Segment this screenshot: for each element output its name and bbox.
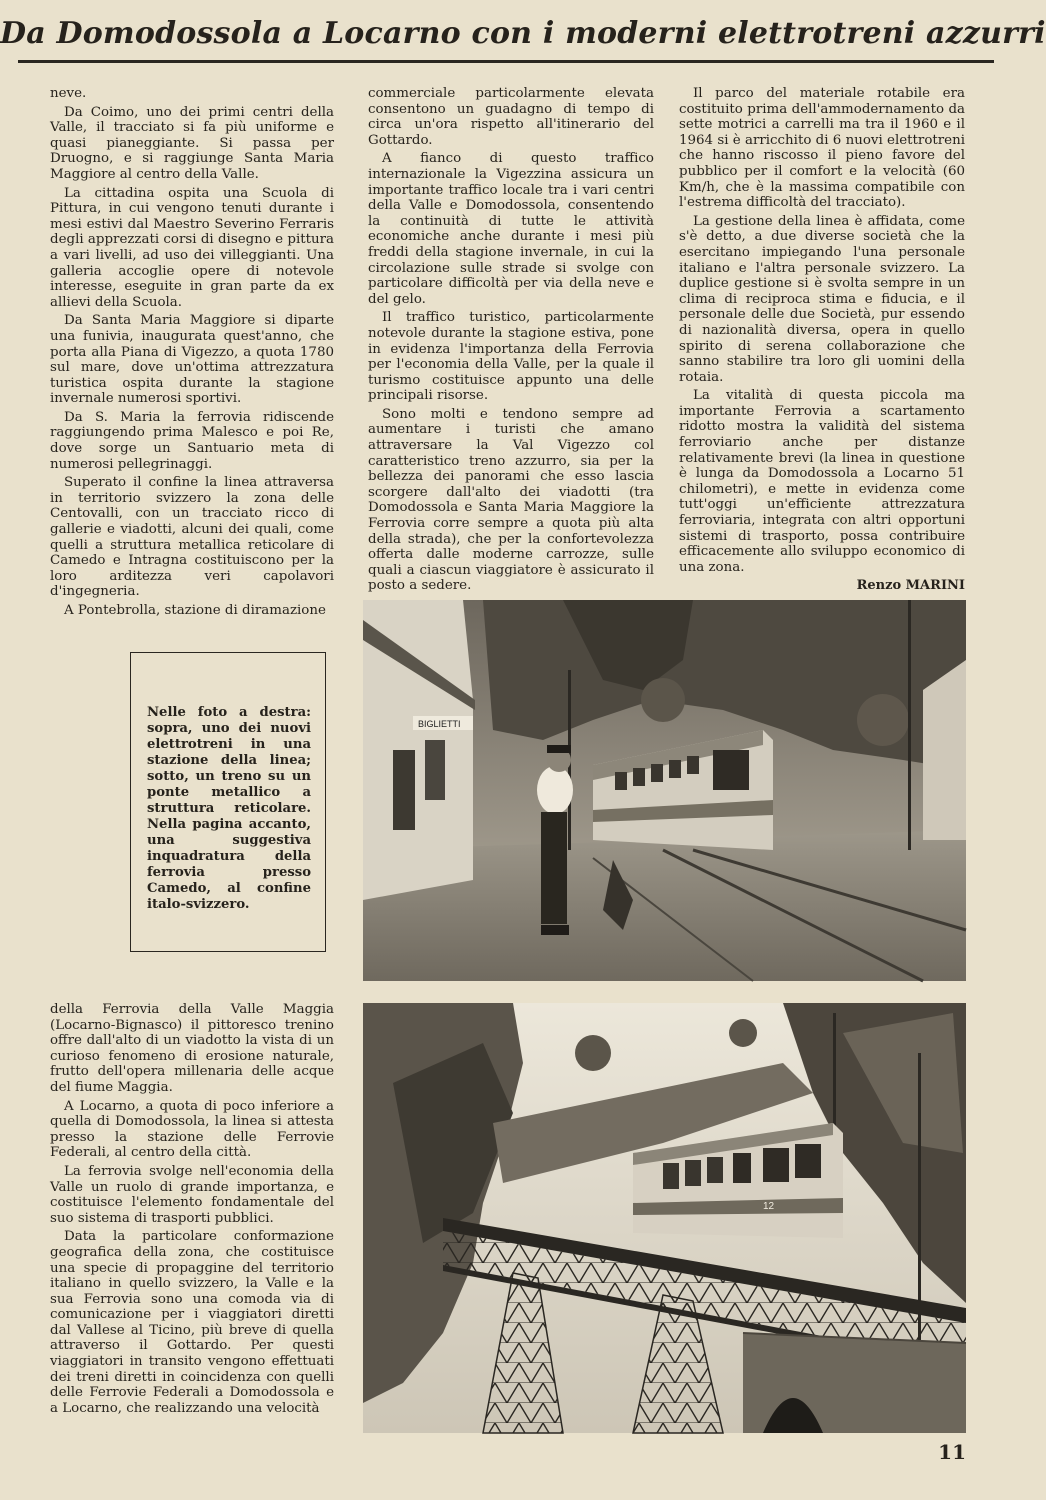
title-rule bbox=[18, 60, 994, 63]
paragraph: Da Santa Maria Maggiore si diparte una funivia, inaugurata quest'anno, che porta alla Piana di Vigezzo, a quota 1780 sul mare, dove un'ottima attrezzatura turistica ospita durante la stagione invernale numerosi sportivi. bbox=[50, 313, 334, 407]
paragraph: A fianco di questo traffico internazionale la Vigezzina assicura un importante traffico locale tra i vari centri della Valle e Domodossola, consentendo la continuità di tutte le attività economiche anche durante i mesi più freddi della stagione invernale, in cui la circolazione sulle strade si svolge con particolare difficoltà per via della neve e del gelo. bbox=[368, 151, 654, 307]
paragraph: Superato il confine la linea attraversa in territorio svizzero la zona delle Centovalli, con un tracciato ricco di gallerie e viadotti, alcuni dei quali, come quelli a struttura metallica reticolare di Camedo e Intragna costituiscono per la loro arditezza veri capolavori d'ingegneria. bbox=[50, 475, 334, 600]
page-number: 11 bbox=[938, 1440, 966, 1464]
author-signature: Renzo MARINI bbox=[856, 578, 965, 594]
paragraph: La ferrovia svolge nell'economia della Valle un ruolo di grande importanza, e costituisce l'elemento fondamentale del suo sistema di trasporti pubblici. bbox=[50, 1163, 334, 1226]
paragraph: A Locarno, a quota di poco inferiore a quella di Domodossola, la linea si attesta presso la stazione delle Ferrovie Federali, al centro della città. bbox=[50, 1098, 334, 1161]
column-left-top bbox=[50, 86, 334, 618]
paragraph: Da S. Maria la ferrovia ridiscende raggiungendo prima Malesco e poi Re, dove sorge un Santuario meta di numerosi pellegrinaggi. bbox=[50, 409, 334, 472]
paragraph: Sono molti e tendono sempre ad aumentare i turisti che amano attraversare la Val Vigezzo col caratteristico treno azzurro, sia per la bellezza dei panorami che esso lascia scorgere dall'alto dei viadotti (tra Domodossola e Santa Maria Maggiore la Ferrovia corre sempre a quota più alta della strada), che per la confortevolezza offerta dalle moderne carrozze, sulle quali a ciascun viaggiatore è assicurato il posto a sedere. bbox=[368, 406, 654, 594]
station-sign: BIGLIETTI bbox=[418, 719, 461, 729]
paragraph: della Ferrovia della Valle Maggia (Locarno-Bignasco) il pittoresco trenino offre dall'alto di un viadotto la vista di un curioso fenomeno di erosione naturale, frutto dell'opera millenaria delle acque del fiume Maggia. bbox=[50, 1002, 334, 1095]
photo-caption-box: Nelle foto a destra: sopra, uno dei nuovi elettrotreni in una stazione della linea; sotto, un treno su un ponte metallico a struttura reticolare. Nella pagina accanto, una suggestiva inquadratura della ferrovia presso Camedo, al confine italo-svizzero. bbox=[130, 652, 326, 952]
paragraph: La cittadina ospita una Scuola di Pittura, in cui vengono tenuti durante i mesi estivi dal Maestro Severino Ferraris degli apprezzati corsi di disegno e pittura a vari livelli, ad uso dei villeggianti. Una galleria accoglie opere di notevole interesse, eseguite in gran parte da ex allievi della Scuola. bbox=[50, 185, 334, 310]
paragraph: Il traffico turistico, particolarmente notevole durante la stagione estiva, pone in evidenza l'importanza della Ferrovia per l'economia della Valle, per la quale il turismo costituisce appunto una delle principali risorse. bbox=[368, 310, 654, 404]
paragraph: neve. bbox=[50, 86, 87, 101]
paragraph: Data la particolare conformazione geografica della zona, che costituisce una specie di propaggine del territorio italiano in quello svizzero, la Valle e la sua Ferrovia sono una comoda via di comunicazione per i viaggiatori diretti dal Vallese al Ticino, più breve di quella attraverso il Gottardo. Per questi viaggiatori in transito vengono effettuati dei treni diretti in coincidenza con quelli delle Ferrovie Federali a Domodossola e a Locarno, che realizzando una velocità bbox=[50, 1229, 334, 1416]
paragraph: A Pontebrolla, stazione di diramazione bbox=[64, 603, 326, 618]
column-left-bottom bbox=[50, 1002, 334, 1432]
station-photo bbox=[363, 600, 966, 981]
article-title: Da Domodossola a Locarno con i moderni elettrotreni azzurri bbox=[0, 16, 1046, 51]
bridge-photo bbox=[363, 1003, 966, 1433]
column-middle bbox=[368, 86, 654, 594]
paragraph: Il parco del materiale rotabile era costituito prima dell'ammodernamento da sette motrici a carrelli ma tra il 1960 e il 1964 si è arricchito di 6 nuovi elettrotreni che hanno riscosso il pieno favore del pubblico per il comfort e la velocità (60 Km/h, che è la massima compatibile con l'estrema difficoltà del tracciato). bbox=[679, 86, 965, 211]
train-number: 12 bbox=[763, 1201, 775, 1212]
paragraph: La vitalità di questa piccola ma importante Ferrovia a scartamento ridotto mostra la validità del sistema ferroviario anche per distanze relativamente brevi (la linea in questione è lunga da Domodossola a Locarno 51 chilometri), e mette in evidenza come tutt'oggi un'efficiente attrezzatura ferroviaria, integrata con altri opportuni sistemi di trasporto, possa contribuire efficacemente allo sviluppo economico di una zona. bbox=[679, 388, 965, 575]
column-right bbox=[679, 86, 965, 594]
paragraph: Da Coimo, uno dei primi centri della Valle, il tracciato si fa più uniforme e quasi pianeggiante. Si passa per Druogno, e si raggiunge Santa Maria Maggiore al centro della Valle. bbox=[50, 104, 334, 182]
paragraph: La gestione della linea è affidata, come s'è detto, a due diverse società che la esercitano impiegando l'una personale italiano e l'altra personale svizzero. La duplice gestione si è svolta sempre in un clima di reciproca stima e fiducia, e il personale delle due Società, pur essendo di nazionalità diversa, opera in quello spirito di serena collaborazione che sanno stabilire tra loro gli uomini della rotaia. bbox=[679, 213, 965, 385]
paragraph: commerciale particolarmente elevata consentono un guadagno di tempo di circa un'ora rispetto all'itinerario del Gottardo. bbox=[368, 86, 654, 148]
